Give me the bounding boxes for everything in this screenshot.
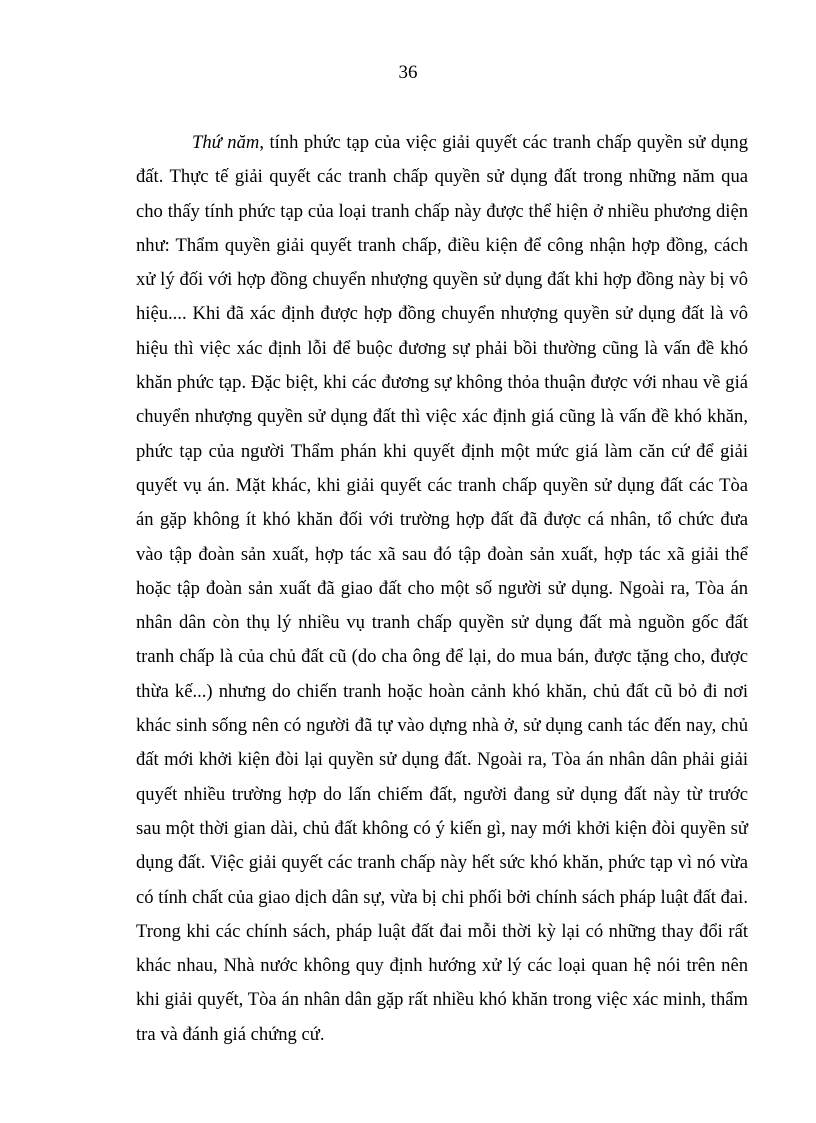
paragraph-lead-italic: Thứ năm (192, 132, 260, 153)
body-paragraph (136, 126, 748, 1052)
paragraph-text: , tính phức tạp của việc giải quyết các tranh chấp quyền sử dụng đất. Thực tế giải quyết các tranh chấp quyền sử dụng đất trong những năm qua cho thấy tính phức tạp của loại tranh chấp này được thể hiện ở nhiều phương diện như: Thẩm quyền giải quyết tranh chấp, điều kiện để công nhận hợp đồng, cách xử lý đối với hợp đồng chuyển nhượng quyền sử dụng đất khi hợp đồng này bị vô hiệu.... Khi đã xác định được hợp đồng chuyển nhượng quyền sử dụng đất là vô hiệu thì việc xác định lỗi để buộc đương sự phải bồi thường cũng là vấn đề khó khăn phức tạp. Đặc biệt, khi các đương sự không thỏa thuận được với nhau về giá chuyển nhượng quyền sử dụng đất thì việc xác định giá cũng là vấn đề khó khăn, phức tạp của người Thẩm phán khi quyết định một mức giá làm căn cứ để giải quyết vụ án. Mặt khác, khi giải quyết các tranh chấp quyền sử dụng đất các Tòa án gặp không ít khó khăn đối với trường hợp đất đã được cá nhân, tổ chức đưa vào tập đoàn sản xuất, hợp tác xã sau đó tập đoàn sản xuất, hợp tác xã giải thể hoặc tập đoàn sản xuất đã giao đất cho một số người sử dụng. Ngoài ra, Tòa án nhân dân còn thụ lý nhiều vụ tranh chấp quyền sử dụng đất mà nguồn gốc đất tranh chấp là của chủ đất cũ (do cha ông để lại, do mua bán, được tặng cho, được thừa kế...) nhưng do chiến tranh hoặc hoàn cảnh khó khăn, chủ đất cũ bỏ đi nơi khác sinh sống nên có người đã tự vào dựng nhà ở, sử dụng canh tác đến nay, chủ đất mới khởi kiện đòi lại quyền sử dụng đất. Ngoài ra, Tòa án nhân dân phải giải quyết nhiều trường hợp do lấn chiếm đất, người đang sử dụng đất này từ trước sau một thời gian dài, chủ đất không có ý kiến gì, nay mới khởi kiện đòi quyền sử dụng đất. Việc giải quyết các tranh chấp này hết sức khó khăn, phức tạp vì nó vừa có tính chất của giao dịch dân sự, vừa bị chi phối bởi chính sách pháp luật đất đai. Trong khi các chính sách, pháp luật đất đai mỗi thời kỳ lại có những thay đổi rất khác nhau, Nhà nước không quy định hướng xử lý các loại quan hệ nói trên nên khi giải quyết, Tòa án nhân dân gặp rất nhiều khó khăn trong việc xác minh, thẩm tra và đánh giá chứng cứ. (136, 132, 749, 1045)
page-number: 36 (398, 62, 418, 83)
